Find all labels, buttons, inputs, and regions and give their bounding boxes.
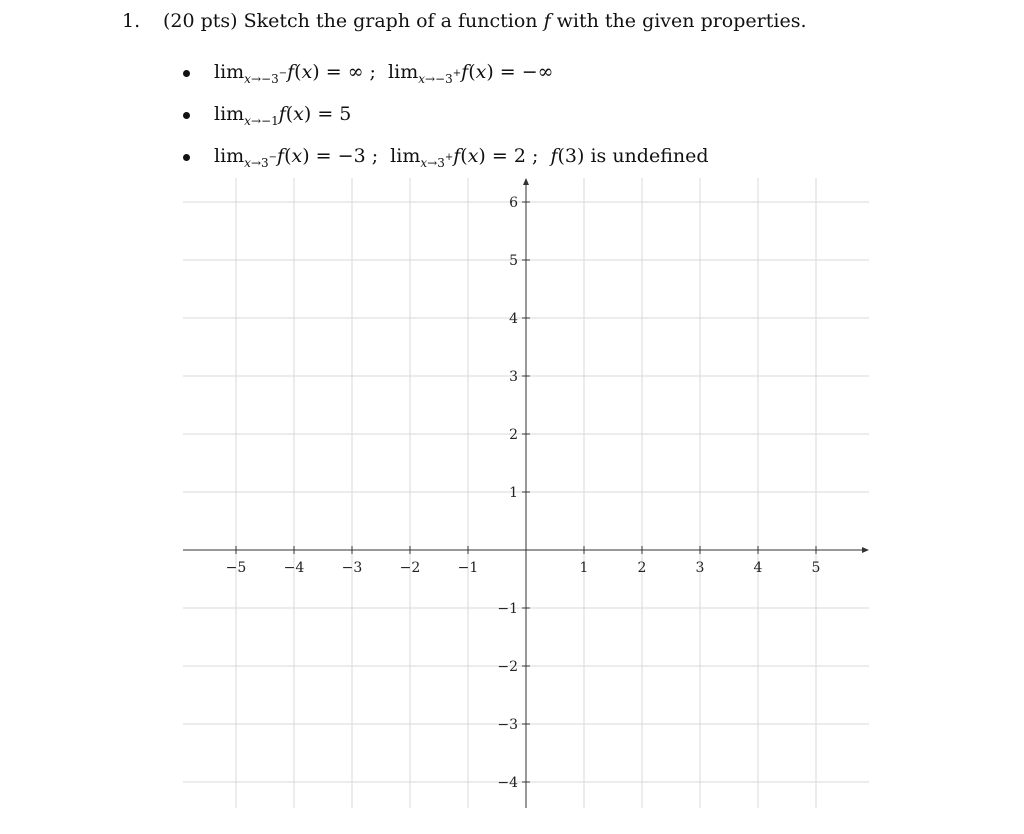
y-tick-label: 6 <box>509 195 518 211</box>
y-tick-label: −2 <box>497 659 518 675</box>
y-tick-label: −1 <box>497 601 518 617</box>
property-text-3: $\lim_{x\to 3^-}f(x) = -3$ ; $\lim_{x\to 3^+}f(x) = 2$ ; f(3) is undefined <box>214 144 709 170</box>
property-text-2: $\lim_{x\to-1}f(x) = 5$ <box>214 102 352 128</box>
x-tick-label: −4 <box>283 560 305 576</box>
x-tick-label: −2 <box>399 560 421 576</box>
y-axis-arrow-icon <box>523 178 529 185</box>
problem-title: (20 pts) Sketch the graph of a function f with the given properties. <box>163 10 807 32</box>
y-tick-label: 3 <box>509 369 518 385</box>
y-tick-label: −3 <box>497 717 518 733</box>
x-axis-arrow-icon <box>862 547 869 553</box>
x-tick-label: −5 <box>225 560 247 576</box>
y-tick-label: 4 <box>509 311 518 327</box>
y-tick-label: −4 <box>497 775 518 791</box>
y-tick-label: 2 <box>509 427 518 443</box>
x-tick-label: 4 <box>753 560 763 576</box>
property-text-1: $\lim_{x\to-3^-}f(x)$ = ∞ ; $\lim_{x\to-3^+}f(x)$ = −∞ <box>214 60 554 86</box>
x-tick-label: −3 <box>341 560 363 576</box>
y-tick-label: 5 <box>509 253 518 269</box>
x-tick-label: −1 <box>457 560 479 576</box>
y-tick-label: 1 <box>509 485 518 501</box>
x-tick-label: 2 <box>637 560 647 576</box>
x-tick-label: 1 <box>579 560 589 576</box>
x-tick-label: 5 <box>811 560 821 576</box>
problem-number: 1. <box>122 10 141 32</box>
x-tick-label: 3 <box>695 560 705 576</box>
